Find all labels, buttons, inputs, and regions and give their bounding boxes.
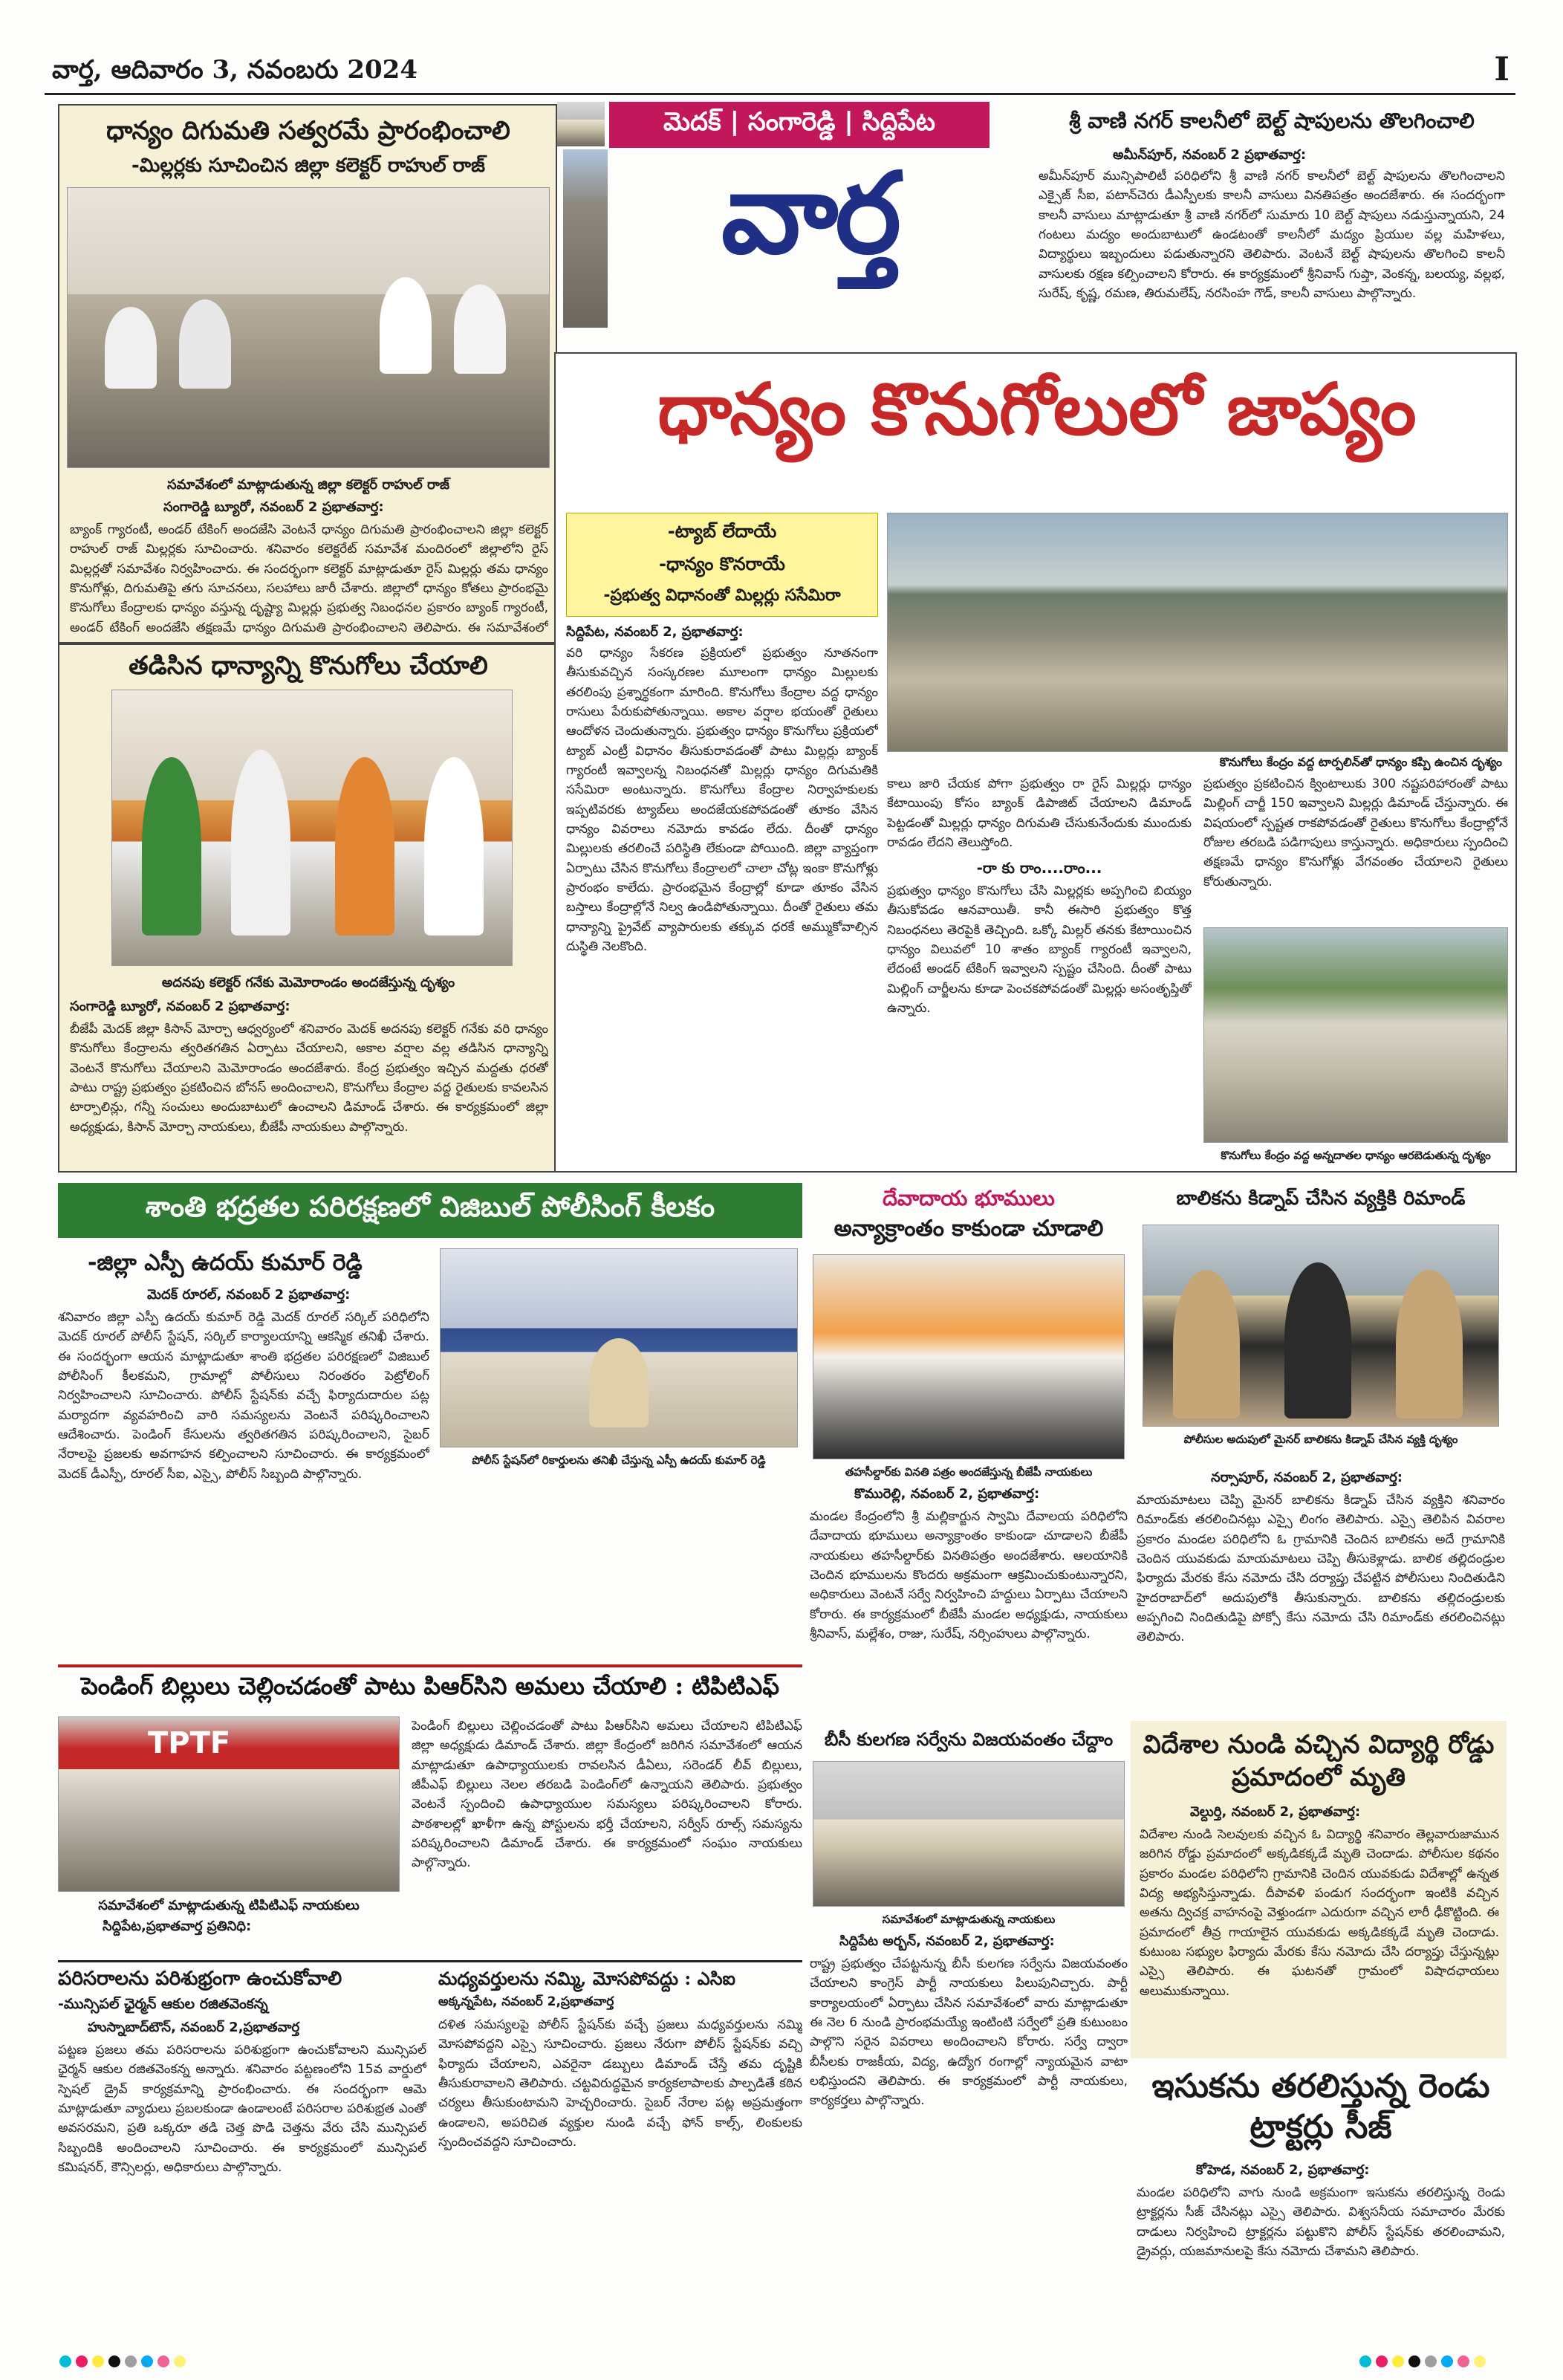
dateline: సిద్దిపేట అర్బన్, నవంబర్ 2, ప్రభాతవార్త: <box>839 1933 1055 1949</box>
photo-caption: సమావేశంలో మాట్లాడుతున్న టిపిటిఎఫ్ నాయకులు <box>98 1898 360 1913</box>
masthead-districts <box>609 102 990 148</box>
caste-meeting-photo <box>813 1761 1125 1907</box>
pull-quote-1: -ట్యాబ్ లేదాయే <box>667 521 777 542</box>
kidnap-arrest-photo <box>1143 1225 1499 1427</box>
subhead: -జిల్లా ఎస్పీ ఉదయ్ కుమార్ రెడ్డి <box>88 1250 363 1276</box>
article-body: మాయమాటలు చెప్పి మైనర్ బాలికను కిడ్నాప్ చేసిన వ్యక్తిని శనివారం రిమాండ్‌కు తరలించినట్లు ఎస్సై లింగం తెలిపారు. ఎస్సై తెలిపిన వివరాల ప్రకారం మండల పరిధిలోని ఓ గ్రామానికి చెందిన బాలికను అదే గ్రామానికి చెందిన యువకుడు మాయమాటలు చెప్పి తీసుకెళ్లాడు. బాలిక తల్లిదండ్రుల ఫిర్యాదు మేరకు కేసు నమోదు చేసి దర్యాప్తు చేపట్టిన పోలీసులు నిందితుడిని హైదరాబాద్‌లో అదుపులోకి తీసుకున్నారు. బాలికను తల్లిదండ్రులకు అప్పగించి నిందితుడిపై పోక్సో కేసు నమోదు చేసి రిమాండ్‌కు తరలించినట్లు తెలిపారు. <box>1137 1493 1505 1645</box>
dateline: కొమురెల్లి, నవంబర్ 2, ప్రభాతవార్త: <box>854 1486 1040 1502</box>
tptf-banner-label: TPTF <box>148 1726 231 1760</box>
article-body: మండల పరిధిలోని వాగు నుండి అక్రమంగా ఇసుకను తరలిస్తున్న రెండు ట్రాక్టర్లను సీజ్ చేసినట్లు ఎస్సై తెలిపారు. విశ్వసనీయ సమాచారం మేరకు దాడులు నిర్వహించి ట్రాక్టర్లను పట్టుకొని పోలీస్ స్టేషన్‌కు తరలించామని, డ్రైవర్లు, యజమానులపై కేసు నమోదు చేశామని తెలిపారు. <box>1137 2185 1505 2260</box>
bottom-rule <box>58 1960 802 1962</box>
dateline: సంగారెడ్డి బ్యూరో, నవంబర్ 2 ప్రభాతవార్త: <box>70 999 290 1014</box>
article-body: రాష్ట్ర ప్రభుత్వం చేపట్టనున్న బీసీ కులగణ సర్వేను విజయవంతం చేయాలని కాంగ్రెస్ పార్టీ నాయకులు పిలుపునిచ్చారు. పార్టీ కార్యాలయంలో ఏర్పాటు చేసిన సమావేశంలో వారు మాట్లాడుతూ ఈ నెల 6 నుండి ప్రారంభమయ్యే ఇంటింటి సర్వేలో ప్రతి కుటుంబం పాల్గొని సరైన వివరాలు అందించాలని కోరారు. సర్వే ద్వారా బీసీలకు రాజకీయ, విద్య, ఉద్యోగ రంగాల్లో న్యాయమైన వాటా లభిస్తుందని తెలిపారు. ఈ కార్యక్రమంలో పార్టీ నాయకులు, కార్యకర్తలు పాల్గొన్నారు. <box>810 1956 1128 2109</box>
story-middlemen <box>438 1968 802 2317</box>
photo-caption: తహసీల్దార్‌కు వినతి పత్రం అందజేస్తున్న బీజేపీ నాయకులు <box>845 1465 1093 1479</box>
story-cleanliness <box>58 1968 426 2317</box>
headline: బాలికను కిడ్నాప్ చేసిన వ్యక్తికి రిమాండ్ <box>1176 1187 1466 1210</box>
story-temple <box>810 1183 1128 1725</box>
story-caste <box>810 1728 1128 2317</box>
districts-label: మెదక్ | సంగారెడ్డి | సిద్దిపేట <box>663 107 935 137</box>
dateline: సంగారెడ్డి బ్యూరో, నవంబర్ 2 ప్రభాతవార్త: <box>163 499 384 515</box>
photo-caption: అదనపు కలెక్టర్ గనేకు మెమోరాండం అందజేస్తున్న దృశ్యం <box>161 975 455 990</box>
temple-memorandum-photo <box>813 1254 1125 1459</box>
tptf-rule-top <box>58 1664 802 1667</box>
headline: బీసీ కులగణ సర్వేను విజయవంతం చేద్దాం <box>824 1728 1114 1750</box>
pull-quote-2: -ధాన్యం కొనరాయే <box>659 554 785 574</box>
headline: ఇసుకను తరలిస్తున్న రెండు ట్రాక్టర్లు సీజ్ <box>1151 2067 1490 2146</box>
subhead: -మిల్లర్లకు సూచించిన జిల్లా కలెక్టర్ రాహుల్ రాజ్ <box>131 155 485 177</box>
photo-caption-1: కొనుగోలు కేంద్రం వద్ద టార్పలిన్‌తో ధాన్యం కప్పి ఉంచిన దృశ్యం <box>1219 755 1502 769</box>
dateline: నర్సాపూర్, నవంబర్ 2, ప్రభాతవార్త: <box>1211 1470 1403 1485</box>
story-student <box>1131 1721 1507 2058</box>
dateline: మెదక్ రూరల్, నవంబర్ 2 ప్రభాతవార్త: <box>147 1287 351 1303</box>
grain-tarpaulin-photo <box>887 513 1508 752</box>
headline-2: అన్యాక్రాంతం కాకుండా చూడాలి <box>834 1216 1104 1242</box>
story-belt-shops <box>1039 104 1505 346</box>
article-body: అమీన్‌పూర్ మున్సిపాలిటీ పరిధిలోని శ్రీ వాణి నగర్ కాలనీలో బెల్ట్ షాపులను తొలగించాలని ఎక్సైజ్ సీఐ, పటాన్‌చెరు డీఎస్పీలకు కాలనీ వాసులు వినతిపత్రం అందజేశారు. ఈ సందర్భంగా కాలనీ వాసులు మాట్లాడుతూ శ్రీ వాణి నగర్‌లో సుమారు 10 బెల్ట్ షాపులు నడుస్తున్నాయని, 24 గంటలు మద్యం అందుబాటులో ఉండటంతో కాలనీలో మద్యం ప్రియుల వల్ల మహిళలు, విద్యార్థులు ఇబ్బందులు పడుతున్నారని తెలిపారు. వెంటనే బెల్ట్ షాపులను తొలగించి కాలనీ వాసులకు రక్షణ కల్పించాలని కోరారు. ఈ కార్యక్రమంలో శ్రీనివాస్ గుప్తా, వెంకన్న, బలయ్య, వల్లభ, సురేష్, కృష్ణ, రమణ, తిరుమలేష్, నరసింహ గౌడ్, కాలనీ వాసులు పాల్గొన్నారు. <box>1039 169 1505 302</box>
headline: మధ్యవర్తులను నమ్మి, మోసపోవద్దు : ఎసిఐ <box>438 1968 736 1989</box>
story-police <box>58 1238 802 1664</box>
headline: తడిసిన ధాన్యాన్ని కొనుగోలు చేయాలి <box>129 651 488 681</box>
dateline: కోహెడ, నవంబర్ 2, ప్రభాతవార్త: <box>1196 2162 1370 2178</box>
color-registration-left <box>59 2355 186 2367</box>
subhead-2: -రా కు రాం....రాం... <box>976 859 1102 877</box>
dateline: సిద్దిపేట,ప్రభాతవార్త ప్రతినిధి: <box>103 1919 252 1934</box>
dateline: వెల్దుర్తి, నవంబర్ 2, ప్రభాతవార్త: <box>1190 1804 1361 1820</box>
page-header <box>45 51 1515 95</box>
banner-text: శాంతి భద్రతల పరిరక్షణలో విజిబుల్ పోలీసింగ్ కీలకం <box>145 1190 715 1223</box>
headline-1: దేవాదాయ భూములు <box>883 1186 1055 1210</box>
masthead-temple-photo <box>557 102 605 146</box>
logo-text: వార్త <box>721 147 899 279</box>
headline: ధాన్యం దిగుమతి సత్వరమే ప్రారంభించాలి <box>106 116 510 146</box>
article-body: పెండింగ్ బిల్లులు చెల్లించడంతో పాటు పిఆర్‌సిని అమలు చేయాలని టిపిటిఎఫ్ జిల్లా అధ్యక్షుడు డిమాండ్ చేశారు. జిల్లా కేంద్రంలో జరిగిన సమావేశంలో ఆయన మాట్లాడుతూ ఉపాధ్యాయులకు రావలసిన డీఏలు, సరెండర్ లీవ్ బిల్లులు, జీపీఎఫ్ బిల్లులు నెలల తరబడి పెండింగ్‌లో ఉన్నాయని తెలిపారు. ప్రభుత్వం వెంటనే స్పందించి ఉపాధ్యాయుల సమస్యలు పరిష్కరించాలని కోరారు. పాఠశాలల్లో ఖాళీగా ఉన్న పోస్టులను భర్తీ చేయాలని, సర్వీస్ రూల్స్ సమస్యను పరిష్కరించాలని డిమాండ్ చేశారు. ఈ కార్యక్రమంలో సంఘం నాయకులు పాల్గొన్నారు. <box>412 1719 802 1871</box>
masthead-clocktower-photo <box>563 149 608 328</box>
headline: పరిసరాలను పరిశుభ్రంగా ఉంచుకోవాలి <box>58 1968 342 1990</box>
masthead-logo <box>624 147 995 294</box>
article-body: దళిత సమస్యలపై పోలీస్ స్టేషన్‌కు వచ్చే ప్రజలు మధ్యవర్తులను నమ్మి మోసపోవద్దని ఎస్సై సూచించారు. ప్రజలు నేరుగా పోలీస్ స్టేషన్‌కు వచ్చి ఫిర్యాదు చేయాలని, ఎవరైనా డబ్బులు డిమాండ్ చేస్తే తమ దృష్టికి తీసుకురావాలని తెలిపారు. చట్టవిరుద్ధమైన కార్యకలాపాలకు పాల్పడితే కఠిన చర్యలు తీసుకుంటామని హెచ్చరించారు. సైబర్ నేరాల పట్ల అప్రమత్తంగా ఉండాలని, అపరిచిత వ్యక్తుల నుండి వచ్చే ఫోన్ కాల్స్, లింకులకు స్పందించవద్దని సూచించారు. <box>438 2017 802 2150</box>
story-wet-grain <box>58 643 557 1173</box>
article-body-mid: కాలు జారి చేయక పోగా ప్రభుత్వం రా రైస్ మిల్లర్లు ధాన్యం కేటాయింపు కోసం బ్యాంక్ డిపాజిట్ చేయాలని డిమాండ్ పెట్టడంతో మిల్లర్లు ధాన్యం దిగుమతి చేసుకునేందుకు ముందుకు రావడం లేదని తెలుస్తోంది. <box>887 776 1192 851</box>
pull-quote-box <box>566 513 878 617</box>
article-body: బ్యాంక్ గ్యారంటీ, అండర్ టేకింగ్ అందజేసి వెంటనే ధాన్యం దిగుమతి ప్రారంభించాలని జిల్లా కలెక్టర్ రాహుల్ రాజ్ మిల్లర్లకు సూచించారు. శనివారం కలెక్టరేట్ సమావేశ మందిరంలో జిల్లాలోని రైస్ మిల్లర్లతో సమావేశం నిర్వహించారు. ఈ సందర్భంగా కలెక్టర్ మాట్లాడుతూ రైస్ మిల్లర్లు తమ ధాన్యం కొనుగోళ్లు, దిగుమతిపై తగు సూచనలు, సలహాలు జారీ చేశారు. జిల్లాలో ధాన్యం కోతలు ప్రారంభమై కొనుగోలు కేంద్రాలకు ధాన్యం వస్తున్న దృష్ట్యా మిల్లర్లు ప్రభుత్వ నిబంధనల ప్రకారం బ్యాంక్ గ్యారంటీ, అండర్ టేకింగ్ అందజేసి తక్షణమే ధాన్యం దిగుమతి ప్రారంభించాలని తెలిపారు. ఈ సమావేశంలో <box>70 522 548 635</box>
edition-dateline: వార్త, ఆదివారం 3, నవంబరు 2024 <box>52 55 417 85</box>
headline: శ్రీ వాణి నగర్ కాలనీలో బెల్ట్ షాపులను తొలగించాలి <box>1069 108 1475 133</box>
dateline: సిద్దిపేట, నవంబర్ 2, ప్రభాతవార్త: <box>566 624 744 640</box>
headline: విదేశాల నుండి వచ్చిన విద్యార్థి రోడ్డు ప్రమాదంలో మృతి <box>1143 1730 1495 1793</box>
page-number: I <box>1494 51 1510 88</box>
memorandum-photo <box>111 690 513 966</box>
article-body-right: ప్రభుత్వం ప్రకటించిన క్వింటాలుకు 300 నష్టపరిహారంతో పాటు మిల్లింగ్ చార్జీ 150 ఇవ్వాలని మిల్లర్లు డిమాండ్ చేస్తున్నారు. ఈ విషయంలో స్పష్టత రాకపోవడంతో రైతులు కొనుగోలు కేంద్రాల్లోనే రోజుల తరబడి పడిగాపులు కాస్తున్నారు. అధికారులు స్పందించి తక్షణమే ధాన్యం కొనుగోళ్లు వేగవంతం చేయాలని రైతులు కోరుతున్నారు. <box>1203 776 1508 889</box>
story-tptf <box>58 1716 802 1954</box>
article-body-left: వరి ధాన్యం సేకరణ ప్రక్రియలో ప్రభుత్వం నూతనంగా తీసుకువచ్చిన సంస్కరణల మూలంగా ధాన్యం మిల్లులకు తరలింపు ప్రశ్నార్థకంగా మారింది. కొనుగోలు కేంద్రాల వద్ద ధాన్యం రాసులు పేరుకుపోతున్నాయి. అకాల వర్షాల భయంతో రైతులు ఆందోళన చెందుతున్నారు. ప్రభుత్వం ధాన్యం కొనుగోలు ప్రక్రియలో ట్యాబ్ ఎంట్రీ విధానం తీసుకురావడంతో పాటు మిల్లర్లు బ్యాంక్ గ్యారంటీ ఇవ్వాలన్న నిబంధనతో మిల్లర్లు ధాన్యం దిగుమతికి ససేమిరా అంటున్నారు. కొనుగోలు కేంద్రాల నిర్వాహకులకు ఇప్పటివరకు ట్యాబ్‌లు అందజేయకపోవడంతో తూకం వేసిన ధాన్యం వివరాలు నమోదు కావడం లేదు. దీంతో ధాన్యం మిల్లులకు తరలించే పరిస్థితి లేకుండా పోయింది. జిల్లా వ్యాప్తంగా ఏర్పాటు చేసిన కొనుగోలు కేంద్రాలలో చాలా చోట్ల ఇంకా కొనుగోళ్లు ప్రారంభం కాలేదు. ప్రారంభమైన కేంద్రాల్లో కూడా తూకం వేసిన బస్తాలు కేంద్రాల్లోనే నిల్వ ఉండిపోతున్నాయి. దీంతో రైతులు తమ ధాన్యాన్ని ప్రైవేట్ వ్యాపారులకు తక్కువ ధరకే అమ్ముకోవాల్సిన దుస్థితి నెలకొంది. <box>566 646 878 955</box>
article-body: మండల కేంద్రంలోని శ్రీ మల్లికార్జున స్వామి దేవాలయ పరిధిలోని దేవాదాయ భూములు అన్యాక్రాంతం కాకుండా చూడాలని బీజేపీ నాయకులు తహసీల్దార్‌కు వినతిపత్రం అందజేశారు. ఆలయానికి చెందిన భూములను కొందరు అక్రమంగా ఆక్రమించుకుంటున్నారని, అధికారులు వెంటనే సర్వే నిర్వహించి హద్దులు ఏర్పాటు చేయాలని కోరారు. ఈ కార్యక్రమంలో బీజేపీ మండల అధ్యక్షుడు, నాయకులు శ్రీనివాస్, మల్లేశం, రాజు, సురేష్, నర్సింహులు పాల్గొన్నారు. <box>810 1509 1128 1642</box>
story-grain-rate <box>58 104 557 643</box>
dateline: హుస్నాబాద్‌టౌన్, నవంబర్ 2,ప్రభాతవార్త <box>88 2020 300 2035</box>
subhead: -మున్సిపల్ ఛైర్మన్ ఆకుల రజితవెంకన్న <box>58 1996 268 2012</box>
dateline: అమీన్‌పూర్, నవంబర్ 2 ప్రభాతవార్త: <box>1113 147 1307 163</box>
photo-caption-2: కొనుగోలు కేంద్రం వద్ద అన్నదాతల ధాన్యం ఆరబెడుతున్న దృశ్యం <box>1221 1149 1491 1162</box>
headline: ధాన్యం కొనుగోలులో జాప్యం <box>657 367 1417 451</box>
police-station-photo <box>440 1248 798 1447</box>
story-sand <box>1137 2066 1505 2318</box>
meeting-photo <box>67 187 550 468</box>
article-body: పట్టణ ప్రజలు తమ పరిసరాలను పరిశుభ్రంగా ఉంచుకోవాలని మున్సిపల్ ఛైర్మన్ ఆకుల రజితవెంకన్న అన్నారు. శనివారం పట్టణంలోని 15వ వార్డులో స్పెషల్ డ్రైవ్ కార్యక్రమాన్ని ప్రారంభించారు. ఈ సందర్భంగా ఆమె మాట్లాడుతూ వ్యాధులు ప్రబలకుండా ఉండాలంటే పరిసరాల పరిశుభ్రత ఎంతో అవసరమని, ప్రతి ఒక్కరూ తడి చెత్త పొడి చెత్తను వేరు చేసి మున్సిపల్ సిబ్బందికి అందించాలని సూచించారు. ఈ కార్యక్రమంలో మున్సిపల్ కమిషనర్, కౌన్సిలర్లు, అధికారులు పాల్గొన్నారు. <box>58 2043 426 2176</box>
tptf-meeting-photo <box>58 1716 400 1892</box>
article-body: బీజేపీ మెదక్ జిల్లా కిసాన్ మోర్చా ఆధ్వర్యంలో శనివారం మెదక్ అదనపు కలెక్టర్ గనేకు వరి ధాన్యం కొనుగోలు కేంద్రాలను త్వరితగతిన ఏర్పాటు చేయాలని, అకాల వర్షాల వల్ల తడిసిన ధాన్యాన్ని వెంటనే కొనుగోలు చేయాలని మెమోరాండం అందజేశారు. కేంద్ర ప్రభుత్వం ఇచ్చిన మద్దతు ధరతో పాటు రాష్ట్ర ప్రభుత్వం ప్రకటించిన బోనస్ అందించాలని, కొనుగోలు కేంద్రాల వద్ద రైతులకు కావలసిన టార్పాలిన్లు, గన్నీ సంచులు అందుబాటులో ఉంచాలని డిమాండ్ చేశారు. ఈ కార్యక్రమంలో జిల్లా అధ్యక్షుడు, కిసాన్ మోర్చా నాయకులు, బీజేపీ నాయకులు పాల్గొన్నారు. <box>70 1022 548 1135</box>
photo-caption: సమావేశంలో మాట్లాడుతున్న జిల్లా కలెక్టర్ రాహుల్ రాజ్ <box>167 477 449 493</box>
photo-caption: పోలీస్ స్టేషన్‌లో రికార్డులను తనిఖీ చేస్తున్న ఎస్పీ ఉదయ్ కుమార్ రెడ్డి <box>472 1453 766 1467</box>
police-banner <box>58 1183 802 1238</box>
story-kidnap <box>1137 1183 1505 1718</box>
pull-quote-3: -ప్రభుత్వ విధానంతో మిల్లర్లు ససేమిరా <box>603 586 841 605</box>
grain-drying-photo <box>1203 927 1508 1143</box>
story-delay <box>554 352 1517 1173</box>
photo-caption: పోలీసుల అదుపులో మైనర్ బాలికను కిడ్నాప్ చేసిన వ్యక్తి దృశ్యం <box>1183 1433 1458 1446</box>
photo-caption: సమావేశంలో మాట్లాడుతున్న నాయకులు <box>882 1913 1056 1926</box>
color-registration-right <box>1359 2355 1486 2367</box>
article-body: శనివారం జిల్లా ఎస్పీ ఉదయ్ కుమార్ రెడ్డి మెదక్ రూరల్ సర్కిల్ పరిధిలోని మెదక్ రూరల్ పోలీస్ స్టేషన్, సర్కిల్ కార్యాలయాన్ని ఆకస్మిక తనిఖీ చేశారు. ఈ సందర్భంగా ఆయన మాట్లాడుతూ శాంతి భద్రతల పరిరక్షణలో విజిబుల్ పోలీసింగ్ కీలకమని, గ్రామాల్లో పోలీసులు నిరంతరం పెట్రోలింగ్ నిర్వహించాలని సూచించారు. పోలీస్ స్టేషన్‌కు వచ్చే ఫిర్యాదుదారుల పట్ల మర్యాదగా వ్యవహరించి వారి సమస్యలను వెంటనే పరిష్కరించాలని ఆదేశించారు. పెండింగ్ కేసులను త్వరితగతిన పరిష్కరించాలని, సైబర్ నేరాలపై ప్రజలకు అవగాహన కల్పించాలని సూచించారు. ఈ కార్యక్రమంలో మెదక్ డీఎస్పీ, రూరల్ సీఐ, ఎస్సై, పోలీస్ సిబ్బంది పాల్గొన్నారు. <box>58 1310 429 1482</box>
article-body: విదేశాల నుండి సెలవులకు వచ్చిన ఓ విద్యార్థి శనివారం తెల్లవారుజామున జరిగిన రోడ్డు ప్రమాదంలో అక్కడికక్కడే మృతి చెందాడు. పోలీసుల కథనం ప్రకారం మండల పరిధిలోని గ్రామానికి చెందిన యువకుడు విదేశాల్లో ఉన్నత విద్య అభ్యసిస్తున్నాడు. దీపావళి పండుగ సందర్భంగా ఇంటికి వచ్చిన అతను ద్విచక్ర వాహనంపై వెళ్తుండగా ఎదురుగా వచ్చిన లారీ ఢీకొట్టింది. ఈ ప్రమాదంలో తీవ్ర గాయాలైన యువకుడు అక్కడికక్కడే మృతి చెందాడు. కుటుంబ సభ్యుల ఫిర్యాదు మేరకు కేసు నమోదు చేసి దర్యాప్తు చేస్తున్నట్లు ఎస్సై తెలిపారు. ఈ ఘటనతో గ్రామంలో విషాదఛాయలు అలుముకున్నాయి. <box>1140 1827 1499 1999</box>
article-body-mid-2: ప్రభుత్వం ధాన్యం కొనుగోలు చేసి మిల్లర్లకు అప్పగించి బియ్యం తీసుకోవడం ఆనవాయితీ. కానీ ఈసారి ప్రభుత్వం కొత్త నిబంధనలు తెరపైకి తెచ్చింది. ఒక్కో మిల్లర్ తనకు కేటాయించిన ధాన్యం విలువలో 10 శాతం బ్యాంక్ గ్యారంటీ ఇవ్వాలని, లేదంటే అండర్ టేకింగ్ ఇవ్వాలని స్పష్టం చేసింది. దీంతో పాటు మిల్లింగ్ చార్జీలను కూడా పెంచకపోవడంతో మిల్లర్లు అసంతృప్తితో ఉన్నారు. <box>887 883 1192 1016</box>
dateline: అక్కన్నపేట, నవంబర్ 2,ప్రభాతవార్త <box>438 1994 614 2009</box>
tptf-headline: పెండింగ్ బిల్లులు చెల్లించడంతో పాటు పిఆర్‌సిని అమలు చేయాలి : టిపిటిఎఫ్ <box>81 1672 779 1700</box>
